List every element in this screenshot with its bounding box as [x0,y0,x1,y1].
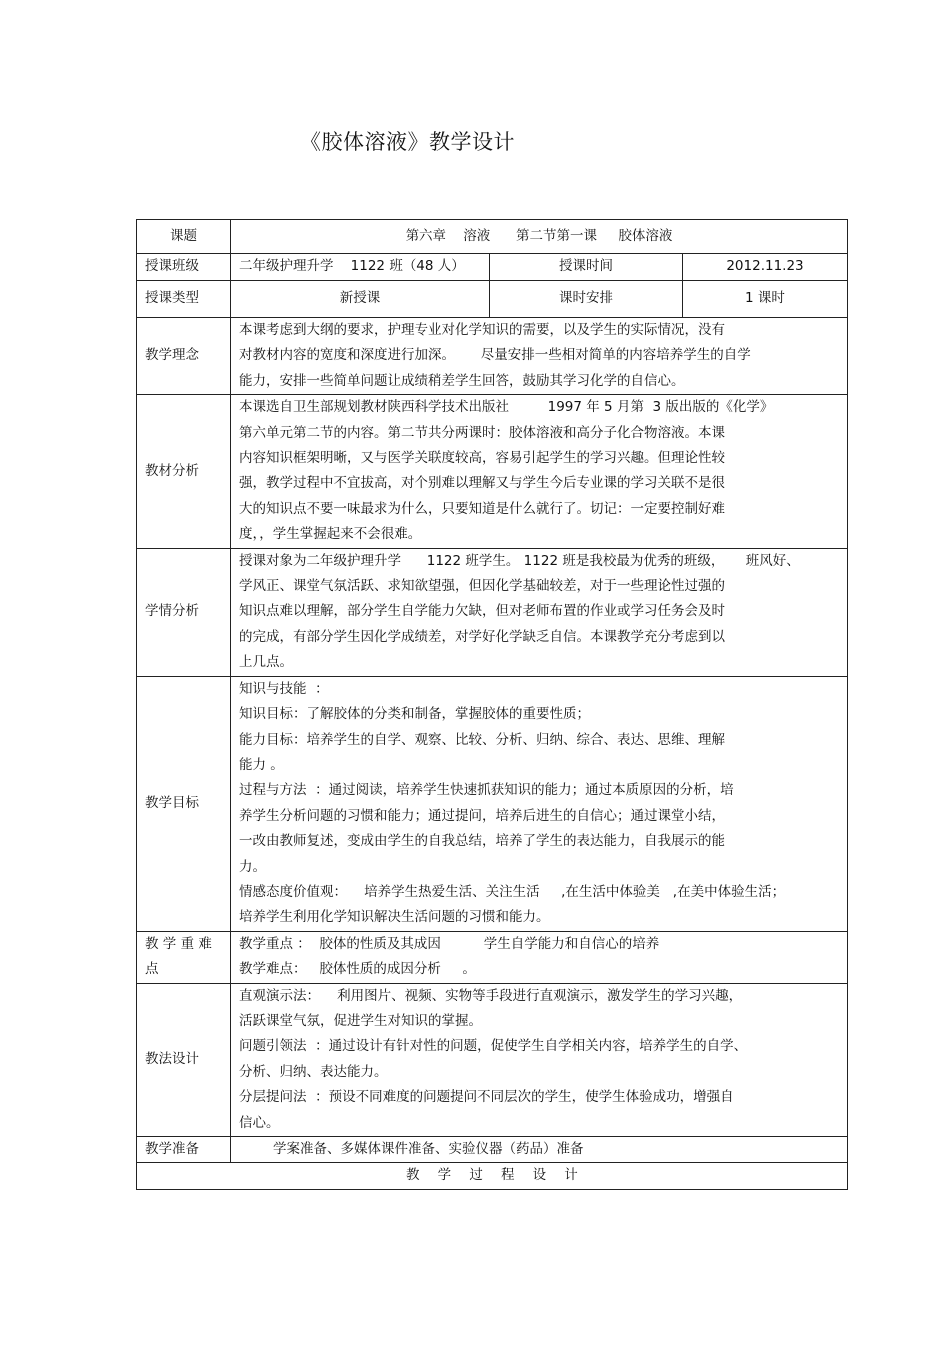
row-lesson-type [137,281,848,318]
text-line: 知识目标：了解胶体的分类和制备，掌握胶体的重要性质； [239,706,590,723]
row-process-design [137,1163,848,1189]
text-line: 强，教学过程中不宜拔高，对个别难以理解又与学生今后专业课的学习关联不是很 [239,475,725,492]
objectives-content [231,676,848,931]
text-line: 内容知识框架明晰，又与医学关联度较高，容易引起学生的学习兴趣。但理论性较 [239,450,725,467]
preparation-label: 教学准备 [137,1137,231,1163]
lesson-plan-table [136,219,848,1190]
text-line: 情感态度价值观： 培养学生热爱生活、关注生活 ,在生活中体验美 ,在美中体验生活； [239,883,786,900]
key-points-label: 教 学 重 难 点 [137,931,231,983]
philosophy-label: 教学理念 [137,318,231,395]
type-label: 授课类型 [137,281,231,318]
material-label: 教材分析 [137,395,231,548]
methods-content [231,983,848,1136]
methods-label: 教法设计 [137,983,231,1136]
row-topic [137,220,848,254]
row-philosophy [137,318,848,395]
text-line: 活跃课堂气氛，促进学生对知识的掌握。 [239,1012,482,1029]
hours-value: 1 课时 [683,281,848,318]
text-line: 能力目标：培养学生的自学、观察、比较、分析、归纳、综合、表达、思维、理解 [239,731,725,748]
time-label: 授课时间 [490,254,683,281]
objectives-label: 教学目标 [137,676,231,931]
hours-label: 课时安排 [490,281,683,318]
text-line: 知识点难以理解，部分学生自学能力欠缺，但对老师布置的作业或学习任务会及时 [239,603,725,620]
row-objectives [137,676,848,931]
text-line: 过程与方法 ：通过阅读，培养学生快速抓获知识的能力；通过本质原因的分析，培 [239,782,734,799]
students-label: 学情分析 [137,548,231,676]
row-student-analysis [137,548,848,676]
text-line: 直观演示法： 利用图片、视频、实物等手段进行直观演示，激发学生的学习兴趣， [239,987,743,1004]
process-design-heading: 教 学 过 程 设 计 [137,1163,848,1189]
text-line: 分层提问法 ：预设不同难度的问题提问不同层次的学生，使学生体验成功，增强自 [239,1089,734,1106]
text-line: 问题引领法 ：通过设计有针对性的问题，促使学生自学相关内容，培养学生的自学、 [239,1038,748,1055]
text-line: 学风正、课堂气氛活跃、求知欲望强，但因化学基础较差，对于一些理论性过强的 [239,578,725,595]
topic-value: 第六章 溶液 第二节第一课 胶体溶液 [231,220,848,254]
text-line: 一改由教师复述，变成由学生的自我总结，培养了学生的表达能力，自我展示的能 [239,833,725,850]
row-key-points [137,931,848,983]
students-content [231,548,848,676]
preparation-content: 学案准备、多媒体课件准备、实验仪器（药品）准备 [231,1137,848,1163]
document-title: 《胶体溶液》教学设计 [300,130,515,154]
text-line: 培养学生利用化学知识解决生活问题的习惯和能力。 [239,909,550,926]
text-line: 知识与技能 ： [239,680,329,697]
class-label: 授课班级 [137,254,231,281]
text-line: 教学难点： 胶体性质的成因分析 。 [239,961,476,978]
text-line: 能力 。 [239,756,284,773]
key-points-content [231,931,848,983]
row-material-analysis [137,395,848,548]
text-line: 对教材内容的宽度和深度进行加深。 尽量安排一些相对简单的内容培养学生的自学 [239,347,751,364]
text-line: 本课选自卫生部规划教材陕西科学技术出版社 1997 年 5 月第 3 版出版的《化学》 [239,399,774,416]
text-line: 授课对象为二年级护理升学 1122 班学生。 1122 班是我校最为优秀的班级， 班风好、 [239,552,800,569]
time-value: 2012.11.23 [683,254,848,281]
text-line: 度，，学生掌握起来不会很难。 [239,526,422,543]
text-line: 的完成，有部分学生因化学成绩差，对学好化学缺乏自信。本课教学充分考虑到以 [239,628,725,645]
text-line: 上几点。 [239,654,293,671]
text-line: 信心。 [239,1114,280,1131]
class-value: 二年级护理升学 1122 班（48 人） [231,254,490,281]
row-methods [137,983,848,1136]
material-content [231,395,848,548]
text-line: 能力，安排一些简单问题让成绩稍差学生回答，鼓励其学习化学的自信心。 [239,372,685,389]
text-line: 大的知识点不要一味最求为什么，只要知道是什么就行了。切记：一定要控制好难 [239,500,725,517]
text-line: 分析、归纳、表达能力。 [239,1063,388,1080]
row-class-info [137,254,848,281]
text-line: 养学生分析问题的习惯和能力；通过提问，培养后进生的自信心；通过课堂小结， [239,807,725,824]
row-preparation [137,1137,848,1163]
text-line: 第六单元第二节的内容。第二节共分两课时：胶体溶液和高分子化合物溶液。本课 [239,424,725,441]
topic-label: 课题 [137,220,231,254]
type-value: 新授课 [231,281,490,318]
text-line: 教学重点 ： 胶体的性质及其成因 学生自学能力和自信心的培养 [239,935,660,952]
philosophy-content [231,318,848,395]
text-line: 本课考虑到大纲的要求，护理专业对化学知识的需要，以及学生的实际情况，没有 [239,322,725,338]
text-line: 力。 [239,858,266,875]
